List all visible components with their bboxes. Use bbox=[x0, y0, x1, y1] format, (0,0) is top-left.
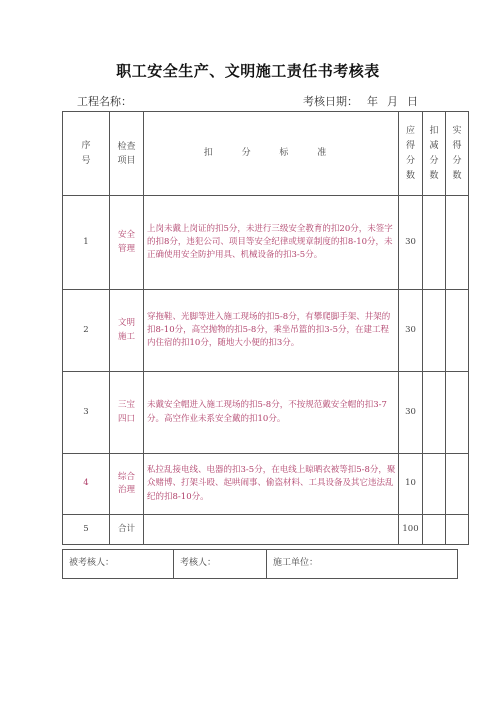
total-actual bbox=[446, 515, 469, 545]
row-actual bbox=[446, 290, 469, 372]
total-row bbox=[63, 515, 469, 545]
row-deduct bbox=[423, 290, 446, 372]
row-no: 2 bbox=[63, 290, 110, 372]
row-should: 30 bbox=[399, 372, 423, 454]
row-deduct bbox=[423, 372, 446, 454]
date-label: 考核日期： bbox=[303, 95, 358, 108]
row-no: 3 bbox=[63, 372, 110, 454]
row-actual bbox=[446, 196, 469, 290]
examiner-field: 考核人： bbox=[174, 550, 267, 579]
project-name-label: 工程名称： bbox=[77, 95, 132, 108]
row-no: 4 bbox=[63, 454, 110, 515]
row-no: 1 bbox=[63, 196, 110, 290]
header-actual: 实得分数 bbox=[446, 112, 469, 196]
row-standard: 未戴安全帽进入施工现场的扣5-8分，不按规范戴安全帽的扣3-7分。高空作业未系安全戴的扣10分。 bbox=[144, 372, 399, 454]
examinee-field: 被考核人： bbox=[63, 550, 174, 579]
row-actual bbox=[446, 454, 469, 515]
header-no: 序号 bbox=[63, 112, 110, 196]
row-item: 三宝四口 bbox=[110, 372, 144, 454]
row-item: 安全管理 bbox=[110, 196, 144, 290]
row-item: 综合治理 bbox=[110, 454, 144, 515]
row-deduct bbox=[423, 196, 446, 290]
row-should: 30 bbox=[399, 290, 423, 372]
row-standard: 上岗未戴上岗证的扣5分，未进行三级安全教育的扣20分，未签字的扣8分，违犯公司、项目等安全纪律或规章制度的扣8-10分，未正确使用安全防护用具、机械设备的扣3-5分。 bbox=[144, 196, 399, 290]
assessment-table bbox=[62, 111, 469, 545]
date-month: 月 bbox=[387, 95, 398, 108]
row-standard: 穿拖鞋、光脚等进入施工现场的扣5-8分，有攀爬脚手架、井架的扣8-10分，高空抛物的扣5-8分，乘坐吊篮的扣3-5分，在建工程内住宿的扣10分，随地大小便的扣3分。 bbox=[144, 290, 399, 372]
header-deduct: 扣减分数 bbox=[423, 112, 446, 196]
date-year: 年 bbox=[367, 95, 378, 108]
total-deduct bbox=[423, 515, 446, 545]
table-row bbox=[63, 372, 469, 454]
page-title: 职工安全生产、文明施工责任书考核表 bbox=[116, 62, 380, 80]
total-no: 5 bbox=[63, 515, 110, 545]
header-should: 应得分数 bbox=[399, 112, 423, 196]
unit-field: 施工单位： bbox=[267, 550, 458, 579]
table-row bbox=[63, 454, 469, 515]
assessment-date bbox=[303, 93, 427, 109]
total-label: 合计 bbox=[110, 515, 144, 545]
row-actual bbox=[446, 372, 469, 454]
row-should: 10 bbox=[399, 454, 423, 515]
total-should: 100 bbox=[399, 515, 423, 545]
date-day: 日 bbox=[407, 95, 418, 108]
signature-row bbox=[62, 549, 458, 579]
header-item: 检查项目 bbox=[110, 112, 144, 196]
header-row bbox=[63, 112, 469, 196]
row-should: 30 bbox=[399, 196, 423, 290]
table-row bbox=[63, 196, 469, 290]
header-standard: 扣 分 标 准 bbox=[144, 112, 399, 196]
row-deduct bbox=[423, 454, 446, 515]
total-standard bbox=[144, 515, 399, 545]
row-standard: 私拉乱接电线、电器的扣3-5分，在电线上晾晒衣被等扣5-8分，聚众赌博、打架斗殴、起哄闹事、偷盗材料、工具设备及其它违法乱纪的扣8-10分。 bbox=[144, 454, 399, 515]
table-row bbox=[63, 290, 469, 372]
row-item: 文明施工 bbox=[110, 290, 144, 372]
